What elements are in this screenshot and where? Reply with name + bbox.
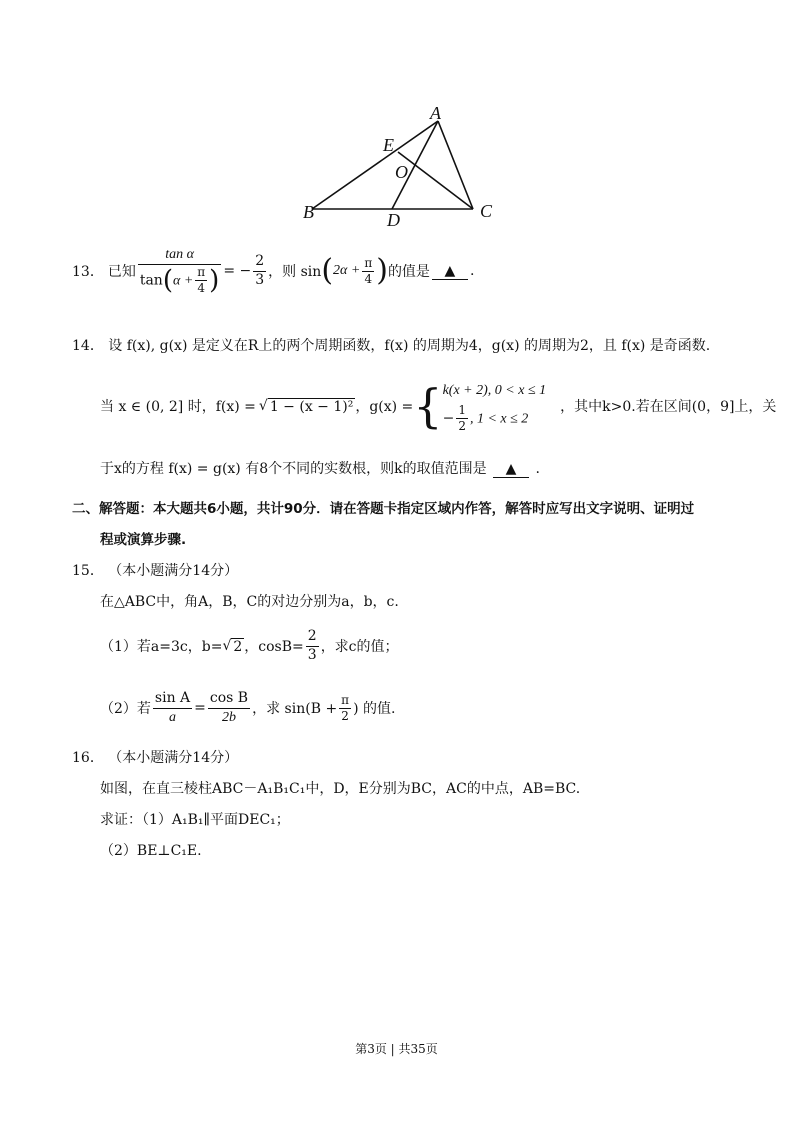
q13-four: 4 [197,280,206,295]
q13-rhs-numerator: 2 [253,253,266,272]
q15-p1-fraction [306,628,319,664]
q15-p2-b: ，求 sin(B + [252,701,338,717]
q15-p2-den1: a [169,709,177,725]
q14-line2-b: ，g(x) = [355,399,414,415]
q16-part1: 求证：（1）A₁B₁∥平面DEC₁； [100,812,290,828]
q15-number: 15． [72,563,104,579]
q15-p1-sqrt: 2 [233,638,243,655]
q14-case2 [443,403,547,434]
q13-lhs-fraction [138,246,222,296]
q14-line2-c: ，其中k>0.若在区间(0，9]上，关 [560,399,777,415]
q13-den-arg: α + [172,273,194,289]
section2-heading-line1: 二、解答题：本大题共6小题，共计90分．请在答题卡指定区域内作答，解答时应写出文字说明、证明过 [72,501,695,517]
q15-p2-eq: = [194,700,206,716]
q15-p1-den: 3 [307,646,317,663]
q13-eq: = − [223,263,252,279]
q14-case2-rest: , 1 < x ≤ 2 [469,411,529,426]
q15-p2-two: 2 [341,708,349,723]
q13-suffix: 的值是 [387,264,430,280]
q13-pi-over-4 [362,256,374,287]
q14-line1-text: 设 f(x), g(x) 是定义在R上的两个周期函数，f(x) 的周期为4，g(x) 的周期为2，且 f(x) 是奇函数. [108,338,711,354]
label-e: E [383,135,394,155]
q13-end: . [469,263,475,279]
q16-number: 16． [72,750,104,766]
q14-sqrt-expr: 1 − (x − 1)² [269,398,354,415]
q15-score: （本小题满分14分） [108,563,239,579]
label-d: D [387,210,400,230]
q14-case2-den: 2 [458,418,466,433]
q15-p2-pi-over-2 [339,693,351,724]
q15-p2-num1: sin A [153,690,192,709]
q13-lhs-denominator: tan(α + $\frac{\pi}{4}$ ) [139,264,220,296]
q15-part1: （1）若a=3c，b= √ 2 ，cosB= $\frac{2}{3}$ ，求c的值； [100,628,399,663]
label-b: B [303,202,314,222]
q14-case2-sign: − [442,410,455,426]
q14-case1: k(x + 2), 0 < x ≤ 1 [442,382,547,398]
label-c: C [480,201,493,221]
q13-answer-blank: ▲ [432,263,468,280]
q13-tan-label: tan [139,272,163,289]
q14-line3-text: 于x的方程 f(x) = g(x) 有8个不同的实数根，则k的取值范围是 [100,461,487,477]
q13-number: 13． [72,264,104,280]
q15-p2-fraction1 [153,690,192,726]
q14-end: . [535,461,540,477]
section2-heading-line2: 程或演算步骤. [100,532,187,548]
label-a: A [430,103,441,123]
label-o: O [395,162,408,182]
q13-sin-arg: 2α + [333,263,361,278]
q16-header [72,747,238,767]
q15-p2-pi: π [341,692,350,707]
q13-four-2: 4 [364,271,373,286]
q14-number: 14． [72,338,104,354]
q13-pi-2: π [364,255,373,270]
q13-mid: ，则 sin [268,264,322,280]
q15-p1-c: ，求c的值； [320,639,399,655]
q16-part2: （2）BE⊥C₁E. [100,843,202,859]
q14-answer-blank: ▲ [493,461,529,478]
q16-stem: 如图，在直三棱柱ABC－A₁B₁C₁中，D，E分别为BC，AC的中点，AB=BC. [100,781,581,797]
triangle-figure [290,100,510,230]
q14-case2-num: 1 [458,402,466,417]
page-footer: 第3页 | 共35页 [355,1042,438,1056]
q14-line1 [72,335,710,355]
q15-p2-num2: cos B [208,690,250,709]
q15-p1-a: （1）若a=3c，b= [100,639,223,655]
q15-part2 [100,686,395,730]
q16-score: （本小题满分14分） [108,750,239,766]
q13-lhs-numerator: tan α [138,246,222,265]
q13-rhs-fraction [253,253,266,289]
q14-line2-a: 当 x ∈ (0, 2] 时，f(x) = [100,399,256,415]
question-13: 13． 已知 tan α tan(α + $\frac{\pi}{4}$ ) = − $\frac{2}{3}$ ，则 sin ( 2α + $\frac{\pi}{4}$ ) 的值是 ▲ . [72,247,475,296]
q13-rhs-denominator: 3 [255,271,265,288]
q15-p2-a: （2）若 [100,701,151,717]
q14-cases [443,379,547,434]
q15-p2-c: ) 的值. [353,701,396,717]
q15-p2-fraction2 [208,690,250,726]
q15-header [72,560,238,580]
segment-ba [312,121,438,209]
q13-pi: π [197,264,206,279]
q15-stem: 在△ABC中，角A，B，C的对边分别为a，b，c. [100,594,399,610]
q15-p1-num: 2 [306,628,319,647]
q14-line2: 当 x ∈ (0, 2] 时，f(x) = √ 1 − (x − 1)² ，g(x) = { k(x + 2), 0 < x ≤ 1 − $\frac{1}{2}$ , 1 < x ≤ 2 ，其中k>0.若在区间(0，9]上，关 [100,379,777,433]
q13-prefix: 已知 [107,264,136,280]
q14-line3 [100,458,540,478]
q15-p2-den2: 2b [222,709,236,725]
q15-p1-b: ，cosB= [244,639,304,655]
